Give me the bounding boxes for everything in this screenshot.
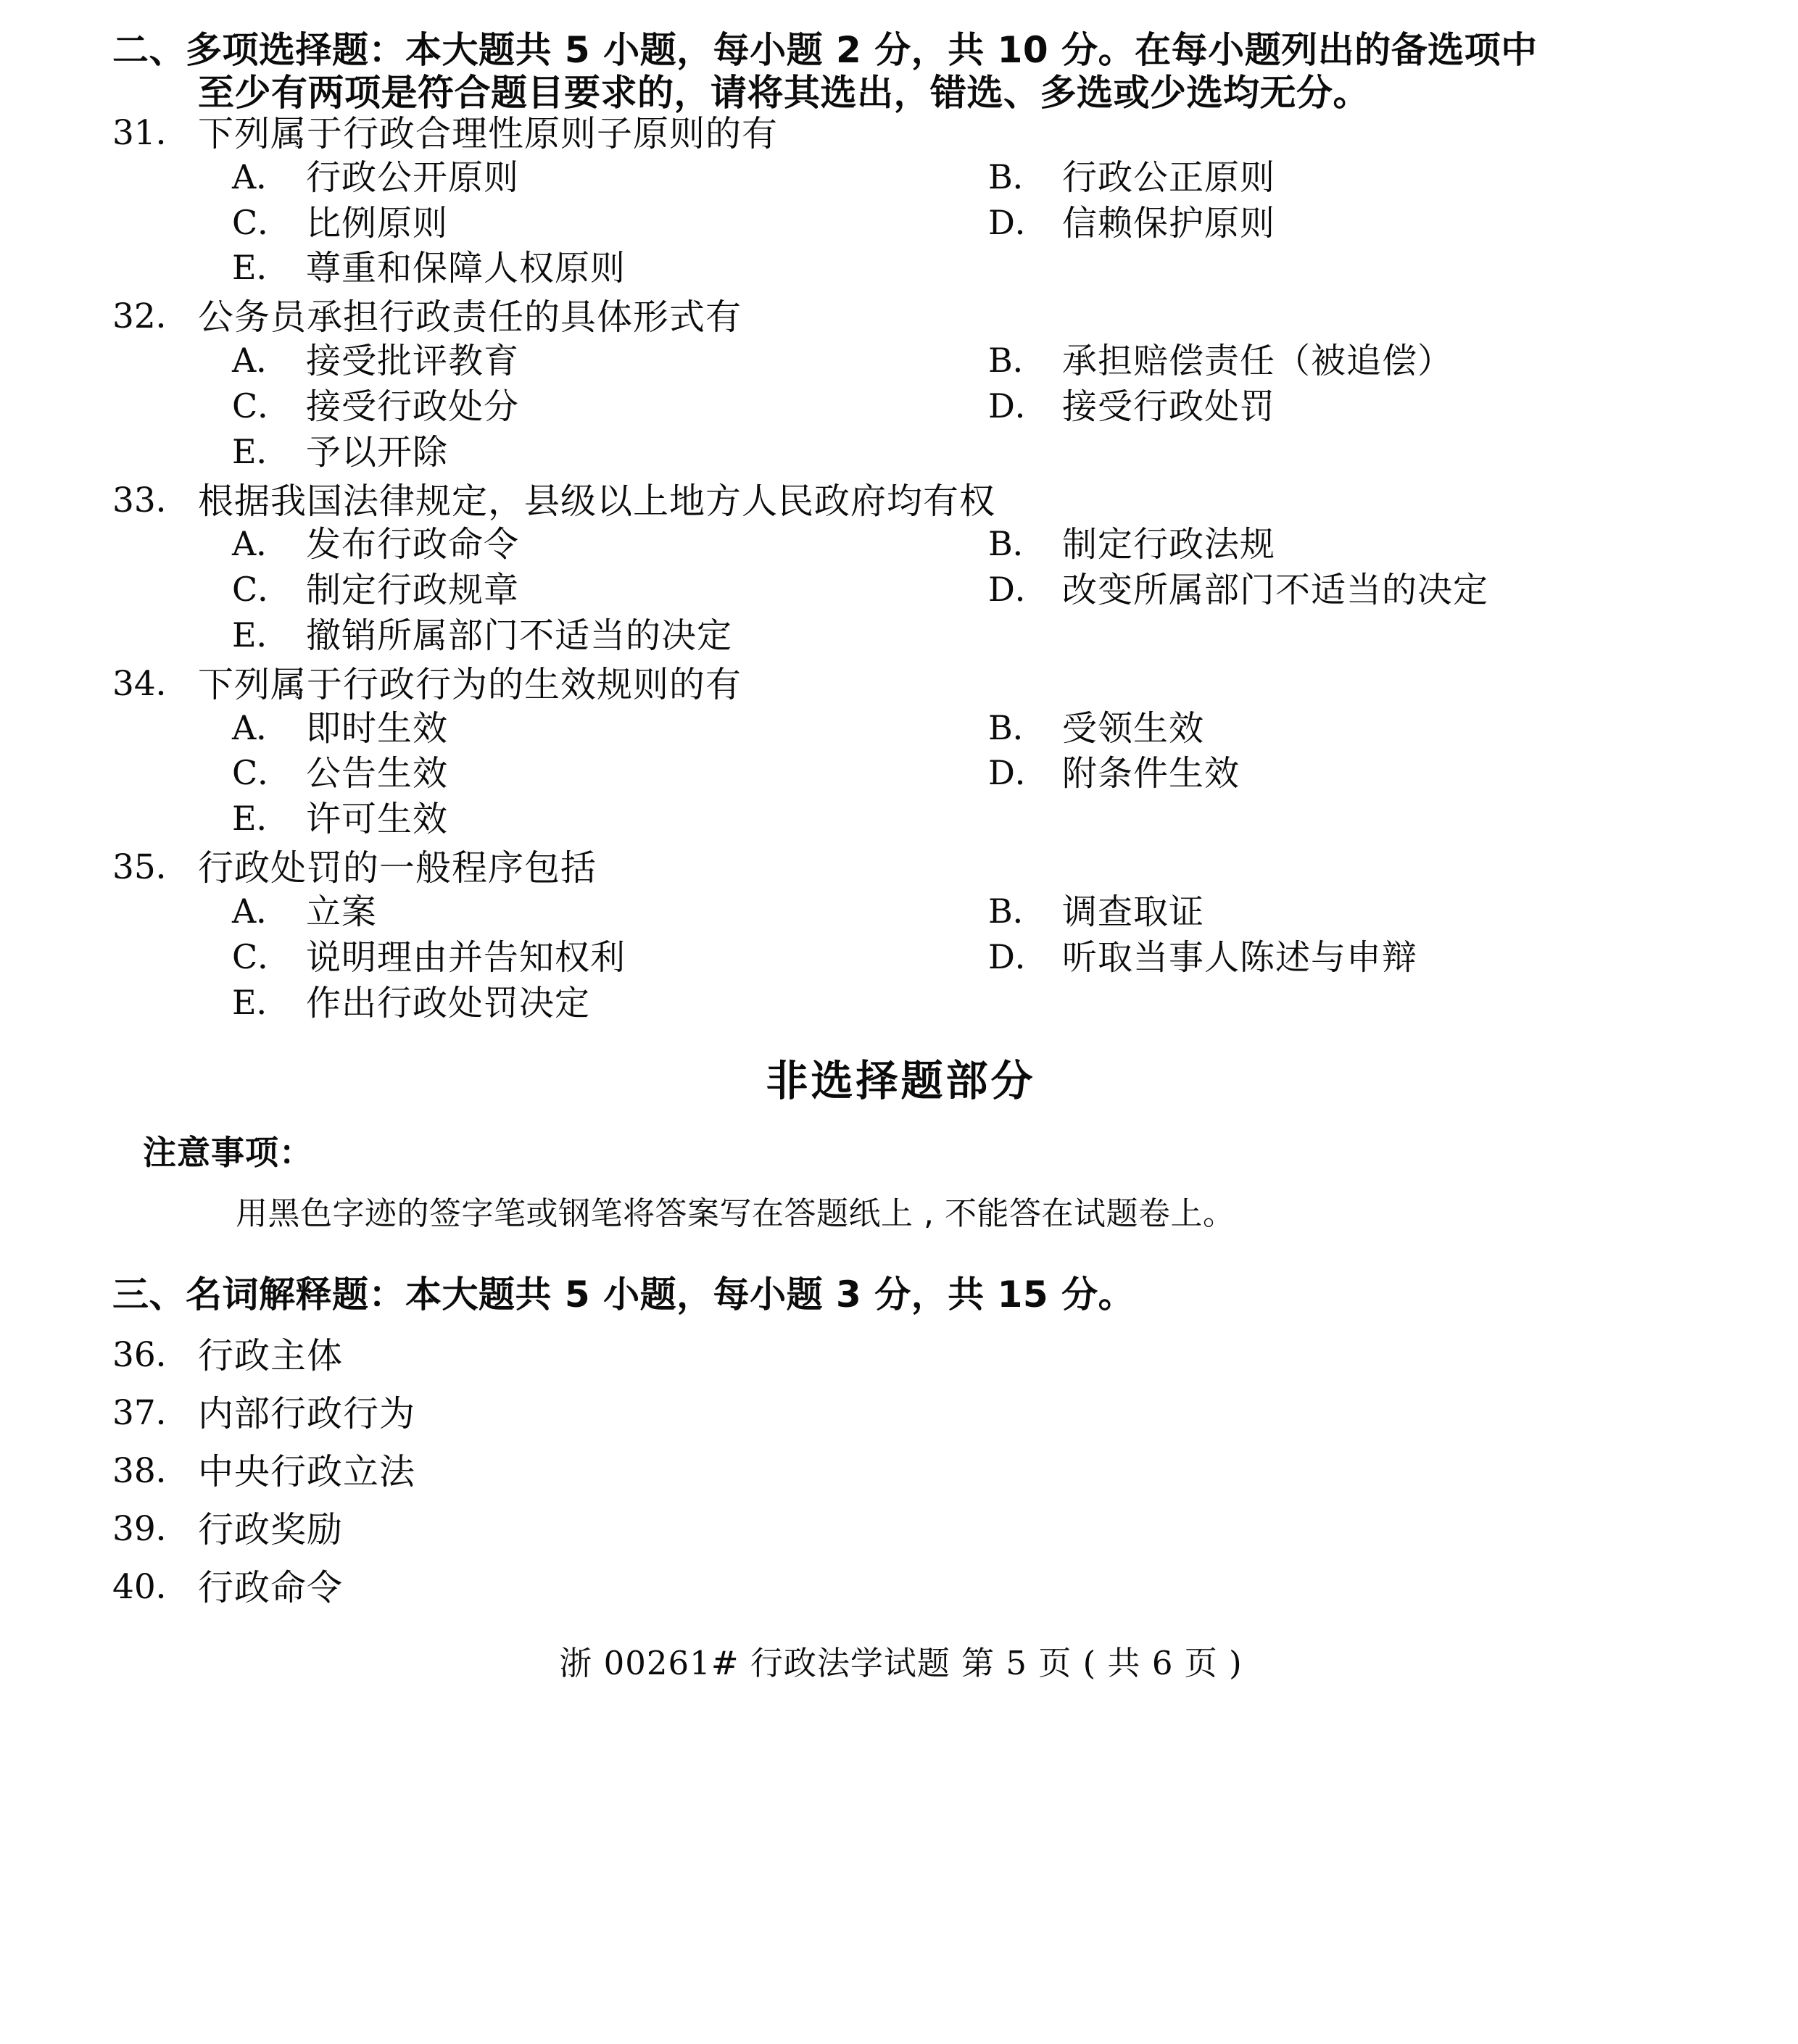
option-row xyxy=(112,525,1689,564)
option-b[interactable] xyxy=(975,159,1689,197)
option-a[interactable] xyxy=(112,159,975,197)
option-key: E． xyxy=(232,248,290,288)
option-list xyxy=(112,525,1689,655)
option-d[interactable] xyxy=(975,204,1689,243)
option-c[interactable] xyxy=(112,388,975,426)
question-stem: 公务员承担行政责任的具体形式有 xyxy=(198,296,742,338)
question-stem: 下列属于行政行为的生效规则的有 xyxy=(198,663,742,705)
option-key: C． xyxy=(232,202,291,242)
option-key: B． xyxy=(988,524,1046,564)
term-label: 行政主体 xyxy=(198,1335,344,1377)
option-label: 即时生效 xyxy=(306,707,449,749)
option-label: 尊重和保障人权原则 xyxy=(306,248,626,289)
question-stem: 行政处罚的一般程序包括 xyxy=(198,847,597,889)
option-label: 接受行政处分 xyxy=(306,386,520,427)
option-row xyxy=(112,617,1689,655)
option-label: 发布行政命令 xyxy=(306,524,520,565)
option-row xyxy=(112,433,1689,472)
option-label: 说明理由并告知权利 xyxy=(306,936,626,978)
question-block xyxy=(112,298,1689,471)
question-block xyxy=(112,115,1689,288)
option-key: B． xyxy=(988,341,1046,381)
term-label: 行政命令 xyxy=(198,1566,344,1608)
option-key: D． xyxy=(988,202,1048,242)
option-key: C． xyxy=(232,570,291,610)
option-label: 受领生效 xyxy=(1062,707,1205,749)
option-list xyxy=(112,893,1689,1022)
option-key: C． xyxy=(232,753,291,793)
option-row xyxy=(112,249,1689,288)
option-c[interactable] xyxy=(112,571,975,610)
option-label: 制定行政法规 xyxy=(1062,524,1276,565)
option-row xyxy=(112,571,1689,610)
question-stem: 下列属于行政合理性原则子原则的有 xyxy=(198,113,779,154)
page-footer: 浙 00261# 行政法学试题 第 5 页 ( 共 6 页 ) xyxy=(559,1643,1243,1682)
question-block xyxy=(112,849,1689,1022)
question-stem-row xyxy=(112,115,1689,154)
term-item xyxy=(112,1395,1689,1434)
notice-text: 用黑色字迹的签字笔或钢笔将答案写在答题纸上 , 不能答在试题卷上。 xyxy=(236,1195,1235,1233)
option-label: 听取当事人陈述与申辩 xyxy=(1062,936,1418,978)
option-label: 作出行政处罚决定 xyxy=(306,982,591,1023)
option-c[interactable] xyxy=(112,936,975,978)
term-item xyxy=(112,1511,1689,1550)
option-key: A． xyxy=(232,707,290,747)
question-stem-row xyxy=(112,298,1689,338)
question-number: 33． xyxy=(112,480,190,520)
option-a[interactable] xyxy=(112,707,975,749)
question-stem: 根据我国法律规定，县级以上地方人民政府均有权 xyxy=(198,480,996,522)
option-key: E． xyxy=(232,431,290,471)
option-key: A． xyxy=(232,891,290,931)
option-key: E． xyxy=(232,982,290,1022)
question-stem-row xyxy=(112,849,1689,889)
option-a[interactable] xyxy=(112,342,975,381)
option-e[interactable] xyxy=(112,249,975,288)
option-c[interactable] xyxy=(112,755,975,793)
question-number: 31． xyxy=(112,113,190,153)
option-b[interactable] xyxy=(975,893,1689,931)
option-label: 信赖保护原则 xyxy=(1062,202,1276,244)
term-number: 39． xyxy=(112,1509,190,1549)
term-label: 中央行政立法 xyxy=(198,1451,416,1493)
option-list xyxy=(112,707,1689,840)
option-label: 附条件生效 xyxy=(1062,753,1240,794)
term-item xyxy=(112,1337,1689,1376)
option-label: 予以开除 xyxy=(306,431,449,473)
option-row xyxy=(112,342,1689,381)
option-row xyxy=(112,159,1689,197)
term-item xyxy=(112,1453,1689,1492)
option-a[interactable] xyxy=(112,893,975,931)
question-number: 35． xyxy=(112,847,190,888)
notice-heading: 注意事项： xyxy=(143,1133,313,1173)
term-label: 行政奖励 xyxy=(198,1509,344,1550)
term-number: 37． xyxy=(112,1393,190,1434)
option-key: A． xyxy=(232,341,290,381)
option-label: 接受行政处罚 xyxy=(1062,386,1276,427)
option-row xyxy=(112,936,1689,978)
option-d[interactable] xyxy=(975,755,1689,793)
option-label: 调查取证 xyxy=(1062,891,1205,932)
option-label: 改变所属部门不适当的决定 xyxy=(1062,570,1489,611)
option-key: C． xyxy=(232,386,291,425)
option-label: 行政公开原则 xyxy=(306,157,520,198)
option-label: 立案 xyxy=(306,891,378,932)
option-d[interactable] xyxy=(975,936,1689,978)
option-label: 比例原则 xyxy=(306,202,449,244)
section-2-heading xyxy=(112,29,1689,115)
option-row xyxy=(112,707,1689,749)
option-row xyxy=(112,984,1689,1023)
option-d[interactable] xyxy=(975,571,1689,610)
option-key: D． xyxy=(988,936,1048,976)
question-stem-row xyxy=(112,665,1689,705)
option-a[interactable] xyxy=(112,525,975,564)
option-d[interactable] xyxy=(975,388,1689,426)
term-number: 36． xyxy=(112,1335,190,1376)
question-number: 34． xyxy=(112,663,190,704)
option-b[interactable] xyxy=(975,707,1689,749)
option-c[interactable] xyxy=(112,204,975,243)
option-key: D． xyxy=(988,753,1048,793)
option-e[interactable] xyxy=(112,984,975,1023)
option-key: E． xyxy=(232,799,290,839)
term-label: 内部行政行为 xyxy=(198,1393,416,1435)
question-block xyxy=(112,482,1689,655)
option-row xyxy=(112,204,1689,243)
option-e[interactable] xyxy=(112,800,975,839)
option-key: A． xyxy=(232,157,290,196)
option-label: 承担赔偿责任（被追偿） xyxy=(1062,341,1454,382)
option-key: B． xyxy=(988,157,1046,196)
option-e[interactable] xyxy=(112,433,975,472)
option-key: D． xyxy=(988,570,1048,610)
option-key: B． xyxy=(988,891,1046,931)
non-choice-part-title: 非选择题部分 xyxy=(766,1056,1036,1106)
term-item xyxy=(112,1566,1689,1608)
term-number: 38． xyxy=(112,1451,190,1492)
option-key: A． xyxy=(232,524,290,564)
option-b[interactable] xyxy=(975,342,1689,381)
term-number: 40． xyxy=(112,1566,190,1607)
option-label: 接受批评教育 xyxy=(306,341,520,382)
option-label: 制定行政规章 xyxy=(306,570,520,611)
option-label: 行政公正原则 xyxy=(1062,157,1276,198)
question-stem-row xyxy=(112,482,1689,522)
option-row xyxy=(112,755,1689,793)
option-key: C． xyxy=(232,936,291,976)
option-e[interactable] xyxy=(112,617,975,655)
section-3-heading: 三、名词解释题：本大题共 5 小题，每小题 3 分，共 15 分。 xyxy=(112,1274,1135,1316)
option-label: 撤销所属部门不适当的决定 xyxy=(306,615,733,656)
option-list xyxy=(112,159,1689,288)
option-row xyxy=(112,388,1689,426)
option-key: D． xyxy=(988,386,1048,425)
question-block xyxy=(112,665,1689,839)
option-label: 公告生效 xyxy=(306,753,449,794)
question-number: 32． xyxy=(112,296,190,337)
option-row xyxy=(112,893,1689,931)
option-key: B． xyxy=(988,707,1046,747)
option-label: 许可生效 xyxy=(306,799,449,840)
option-key: E． xyxy=(232,615,290,655)
section-2-heading-line2: 至少有两项是符合题目要求的，请将其选出，错选、多选或少选均无分。 xyxy=(198,72,1370,114)
section-2-heading-line1: 二、多项选择题：本大题共 5 小题，每小题 2 分，共 10 分。在每小题列出的备选项中 xyxy=(112,29,1538,71)
option-b[interactable] xyxy=(975,525,1689,564)
option-row xyxy=(112,800,1689,839)
option-list xyxy=(112,342,1689,471)
